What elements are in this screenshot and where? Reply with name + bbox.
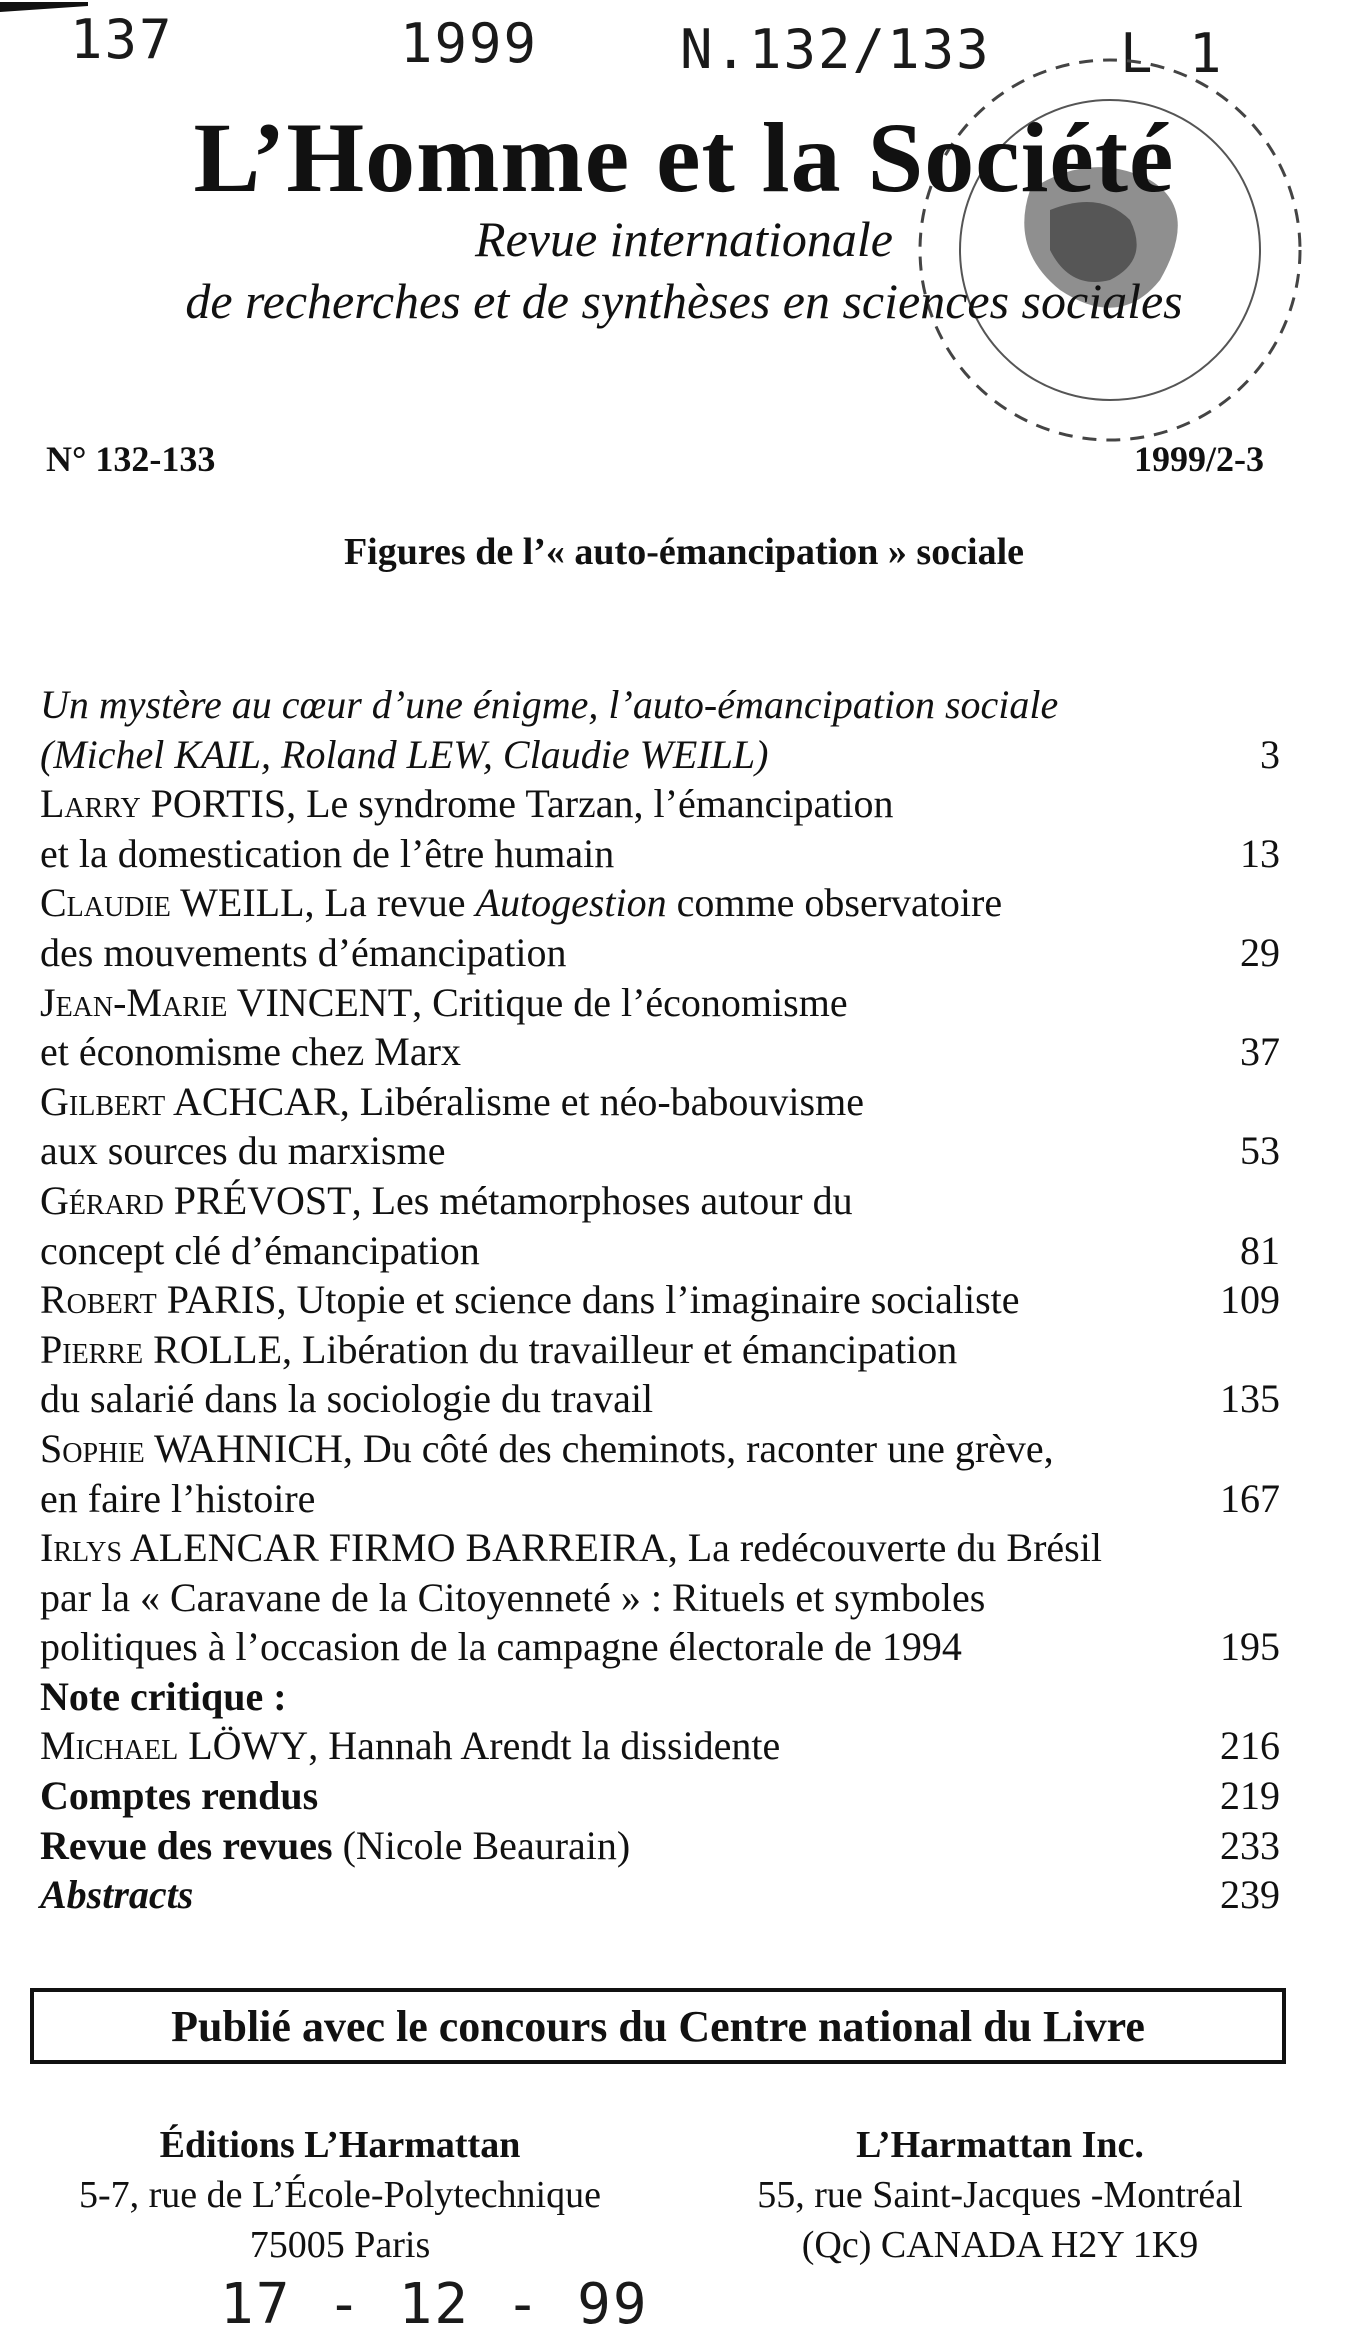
- handwritten-issue-ref: N.132/133: [680, 18, 991, 81]
- toc-page: 135: [1220, 1376, 1280, 1422]
- toc-title: , Les métamorphoses autour du: [351, 1177, 853, 1223]
- publisher-city: 75005 Paris: [249, 2224, 431, 2266]
- publisher-address: 55, rue Saint-Jacques -Montréal: [757, 2174, 1243, 2216]
- toc-row: [40, 1027, 1280, 1077]
- toc-author: Sophie WAHNICH: [40, 1425, 343, 1471]
- toc-author: Irlys ALENCAR FIRMO BARREIRA: [40, 1525, 668, 1571]
- issue-theme: Figures de l’« auto-émancipation » sociale: [343, 531, 1025, 573]
- toc-title: , Libération du travailleur et émancipation: [282, 1326, 958, 1372]
- toc-line: [40, 878, 1280, 928]
- toc-row: [40, 1870, 1280, 1920]
- toc-title: , Du côté des cheminots, raconter une grève,: [342, 1425, 1054, 1471]
- toc-line: [40, 1325, 1280, 1375]
- handwritten-date: 17 - 12 - 99: [220, 2272, 649, 2337]
- toc-row: [40, 1226, 1280, 1276]
- toc-author: Gilbert ACHCAR: [40, 1078, 340, 1124]
- toc-page: 109: [1220, 1277, 1280, 1323]
- toc-editorial-line: Un mystère au cœur d’une énigme, l’auto-émancipation sociale: [40, 682, 1059, 727]
- toc-page: 53: [1240, 1128, 1280, 1174]
- publisher-right: [660, 2120, 1340, 2270]
- handwritten-number: 137: [70, 8, 174, 71]
- publisher-left: [0, 2120, 680, 2270]
- toc-row: [40, 1474, 1280, 1524]
- toc-title: et la domestication de l’être humain: [40, 830, 615, 876]
- toc-title: comme observatoire: [666, 880, 1003, 926]
- comptes-rendus-label: Comptes rendus: [40, 1773, 319, 1819]
- toc-row: [40, 1771, 1280, 1821]
- toc-row: [40, 829, 1280, 879]
- toc-title: , La revue: [304, 880, 476, 926]
- toc-line: [40, 1176, 1280, 1226]
- publisher-address: 5-7, rue de L’École-Polytechnique: [79, 2174, 601, 2216]
- toc-page: 37: [1240, 1029, 1280, 1075]
- subtitle-line-1: Revue internationale: [475, 211, 893, 267]
- toc-title: , Le syndrome Tarzan, l’émancipation: [286, 781, 894, 827]
- toc-row: [40, 1721, 1280, 1771]
- publisher-city: (Qc) CANADA H2Y 1K9: [801, 2224, 1199, 2266]
- issue-number: N° 132-133: [46, 439, 216, 479]
- toc-line: [40, 978, 1280, 1028]
- toc-author: Gérard PRÉVOST: [40, 1177, 352, 1223]
- journal-title: L’Homme et la Société: [193, 102, 1175, 213]
- cnl-banner: Publié avec le concours du Centre national du Livre: [30, 1988, 1286, 2064]
- toc-title: du salarié dans la sociologie du travail: [40, 1376, 654, 1422]
- toc-title: concept clé d’émancipation: [40, 1227, 480, 1273]
- abstracts-label: Abstracts: [40, 1872, 194, 1918]
- toc-title: , Utopie et science dans l’imaginaire socialiste: [276, 1277, 1020, 1323]
- note-critique-heading: Note critique :: [40, 1673, 287, 1719]
- toc-page: 29: [1240, 929, 1280, 975]
- toc-page: 216: [1220, 1723, 1280, 1769]
- toc-title: , Hannah Arendt la dissidente: [308, 1723, 781, 1769]
- table-of-contents: [40, 680, 1280, 1920]
- toc-author: Pierre ROLLE: [40, 1326, 282, 1372]
- revue-des-revues-label: Revue des revues: [40, 1822, 333, 1868]
- toc-editorial-authors: (Michel KAIL, Roland LEW, Claudie WEILL): [40, 731, 769, 777]
- toc-page: 81: [1240, 1227, 1280, 1273]
- toc-author: Michael LÖWY: [40, 1723, 309, 1769]
- toc-row: [40, 928, 1280, 978]
- toc-title: , Libéralisme et néo-babouvisme: [339, 1078, 864, 1124]
- toc-title: aux sources du marxisme: [40, 1128, 446, 1174]
- toc-title: , La redécouverte du Brésil: [667, 1525, 1102, 1571]
- toc-author: Jean-Marie VINCENT: [40, 979, 413, 1025]
- toc-page: 195: [1220, 1624, 1280, 1670]
- toc-page: 167: [1220, 1475, 1280, 1521]
- toc-title-italic: Autogestion: [475, 880, 667, 926]
- toc-title: des mouvements d’émancipation: [40, 929, 567, 975]
- toc-author: Robert PARIS: [40, 1277, 277, 1323]
- handwritten-corner: L 1: [1120, 22, 1224, 85]
- subtitle-line-2: de recherches et de synthèses en sciences sociales: [185, 273, 1183, 329]
- toc-page: 219: [1220, 1773, 1280, 1819]
- publisher-name: Éditions L’Harmattan: [159, 2124, 521, 2166]
- toc-title: (Nicole Beaurain): [332, 1822, 631, 1868]
- toc-line: [40, 779, 1280, 829]
- toc-title: , Critique de l’économisme: [412, 979, 848, 1025]
- handwritten-year: 1999: [400, 12, 539, 75]
- toc-page: 3: [1260, 731, 1280, 777]
- toc-line: [40, 1523, 1280, 1573]
- toc-author: Claudie WEILL: [40, 880, 305, 926]
- toc-page: 239: [1220, 1872, 1280, 1918]
- toc-row: [40, 1821, 1280, 1871]
- toc-title: et économisme chez Marx: [40, 1029, 461, 1075]
- toc-title: politiques à l’occasion de la campagne électorale de 1994: [40, 1624, 962, 1670]
- toc-author: Larry PORTIS: [40, 781, 287, 827]
- toc-page: 233: [1220, 1822, 1280, 1868]
- toc-line: par la « Caravane de la Citoyenneté » : Rituels et symboles: [40, 1574, 986, 1620]
- toc-row: [40, 1374, 1280, 1424]
- toc-row: [40, 1622, 1280, 1672]
- toc-title: en faire l’histoire: [40, 1475, 316, 1521]
- issue-date: 1999/2-3: [1134, 439, 1264, 479]
- publisher-name: L’Harmattan Inc.: [856, 2124, 1144, 2166]
- toc-row: [40, 1126, 1280, 1176]
- toc-row: [40, 730, 1280, 780]
- toc-row: [40, 1275, 1280, 1325]
- toc-line: [40, 1077, 1280, 1127]
- toc-page: 13: [1240, 830, 1280, 876]
- toc-line: [40, 1424, 1280, 1474]
